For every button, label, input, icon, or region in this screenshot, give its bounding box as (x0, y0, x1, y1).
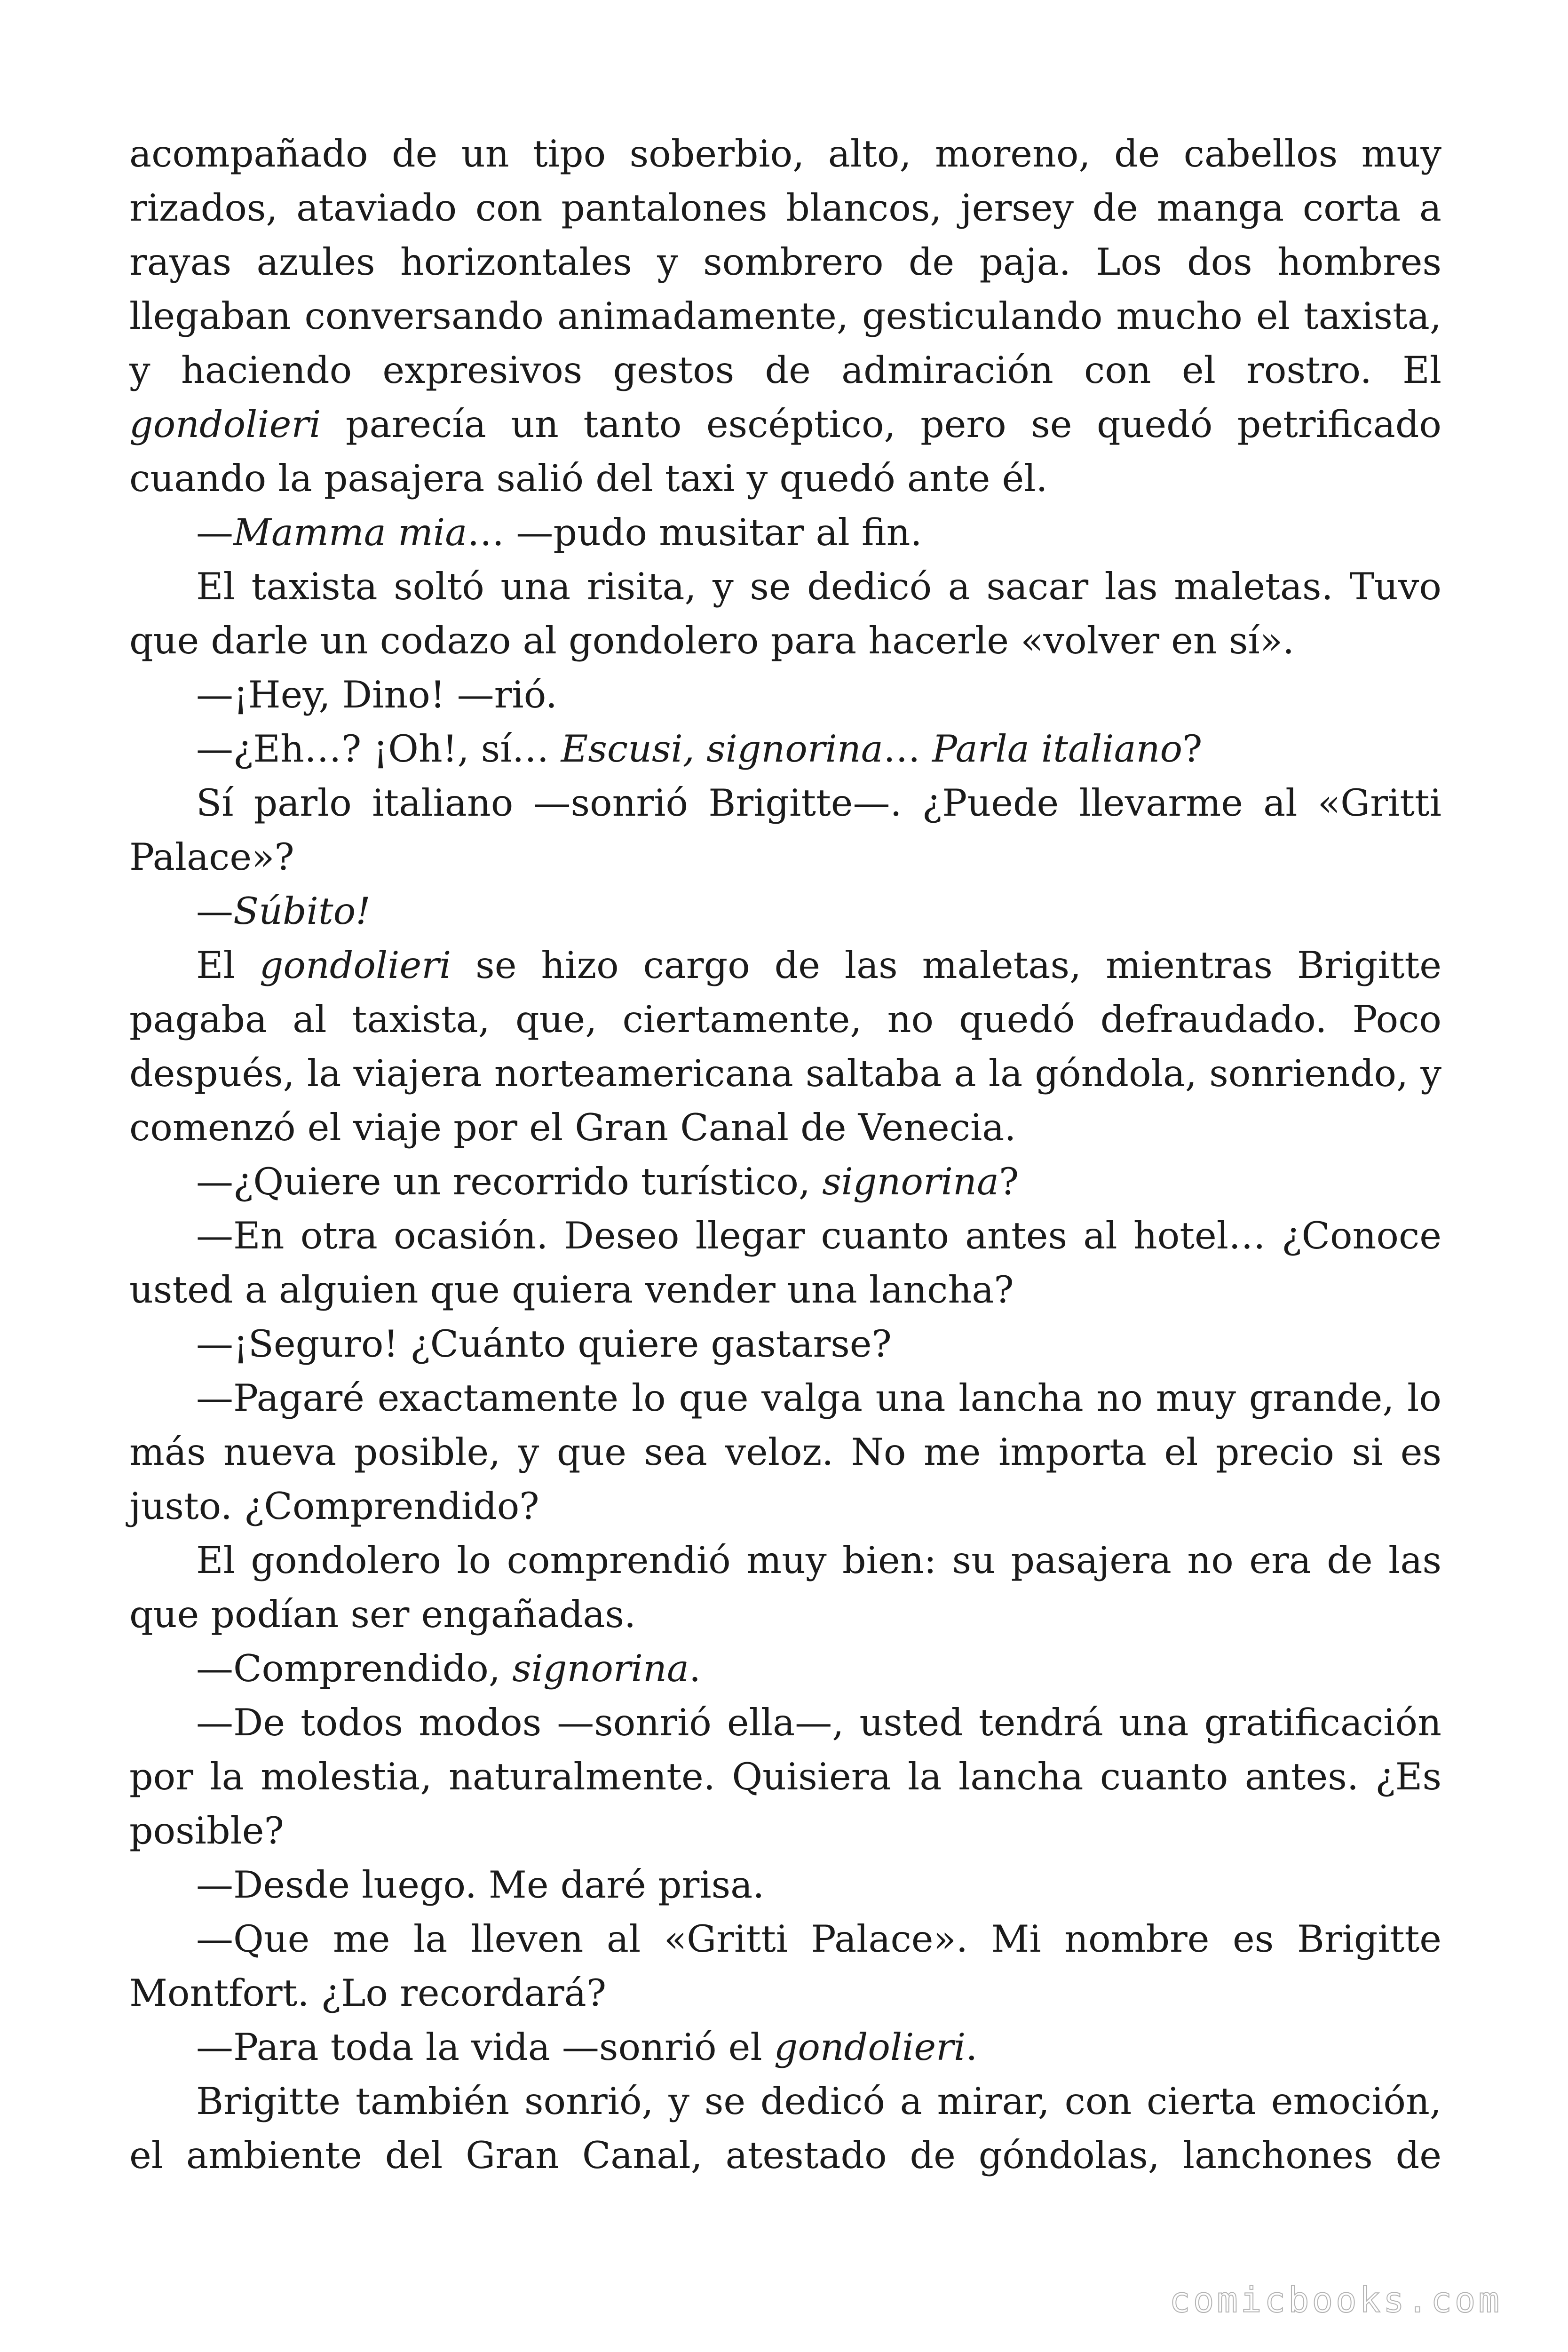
paragraph: —Comprendido, signorina. (196, 1647, 701, 1690)
paragraph: El gondolero lo comprendió muy bien: su pasajera no era de las que podían ser engañadas. (129, 1539, 1441, 1636)
paragraph: Sí parlo italiano —sonrió Brigitte—. ¿Puede llevarme al «Gritti Palace»? (129, 781, 1441, 879)
page-body (129, 127, 1441, 2183)
paragraph: —Súbito! (196, 890, 371, 933)
paragraph: —¡Seguro! ¿Cuánto quiere gastarse? (196, 1322, 892, 1366)
paragraph: —¡Hey, Dino! —rió. (196, 673, 557, 716)
paragraph: —¿Eh…? ¡Oh!, sí… Escusi, signorina… Parla italiano? (196, 727, 1203, 771)
paragraph: El taxista soltó una risita, y se dedicó a sacar las maletas. Tuvo que darle un codazo al gondolero para hacerle «volver en sí». (129, 565, 1441, 662)
paragraph: —Desde luego. Me daré prisa. (196, 1863, 765, 1907)
paragraph: —En otra ocasión. Deseo llegar cuanto antes al hotel… ¿Conoce usted a alguien que quiera vender una lancha? (129, 1214, 1441, 1311)
paragraph: —Pagaré exactamente lo que valga una lancha no muy grande, lo más nueva posible, y que sea veloz. No me importa el precio si es justo. ¿Comprendido? (129, 1376, 1441, 1528)
paragraph: —Para toda la vida —sonrió el gondolieri. (196, 2026, 978, 2069)
paragraph: —De todos modos —sonrió ella—, usted tendrá una gratificación por la molestia, naturalmente. Quisiera la lancha cuanto antes. ¿Es posible? (129, 1701, 1441, 1852)
paragraph: —Mamma mia… —pudo musitar al fin. (196, 511, 922, 554)
paragraph: acompañado de un tipo soberbio, alto, moreno, de cabellos muy rizados, ataviado con pantalones blancos, jersey de manga corta a rayas azules horizontales y sombrero de paja. Los dos hombres llegaban conversando animadamente, gesticulando mucho el taxista, y haciendo expresivos gestos de admiración con el rostro. El gondolieri parecía un tanto escéptico, pero se quedó petrificado cuando la pasajera salió del taxi y quedó ante él. (129, 132, 1441, 500)
paragraph: —¿Quiere un recorrido turístico, signorina? (196, 1160, 1019, 1203)
paragraph: Brigitte también sonrió, y se dedicó a mirar, con cierta emoción, el ambiente del Gran Canal, atestado de góndolas, lanchones de (129, 2080, 1441, 2177)
watermark: comicbooks.com (1169, 2280, 1502, 2320)
paragraph: —Que me la lleven al «Gritti Palace». Mi nombre es Brigitte Montfort. ¿Lo recordará? (129, 1917, 1441, 2015)
paragraph: El gondolieri se hizo cargo de las maletas, mientras Brigitte pagaba al taxista, que, ciertamente, no quedó defraudado. Poco después, la viajera norteamericana saltaba a la góndola, sonriendo, y comenzó el viaje por el Gran Canal de Venecia. (129, 944, 1441, 1149)
